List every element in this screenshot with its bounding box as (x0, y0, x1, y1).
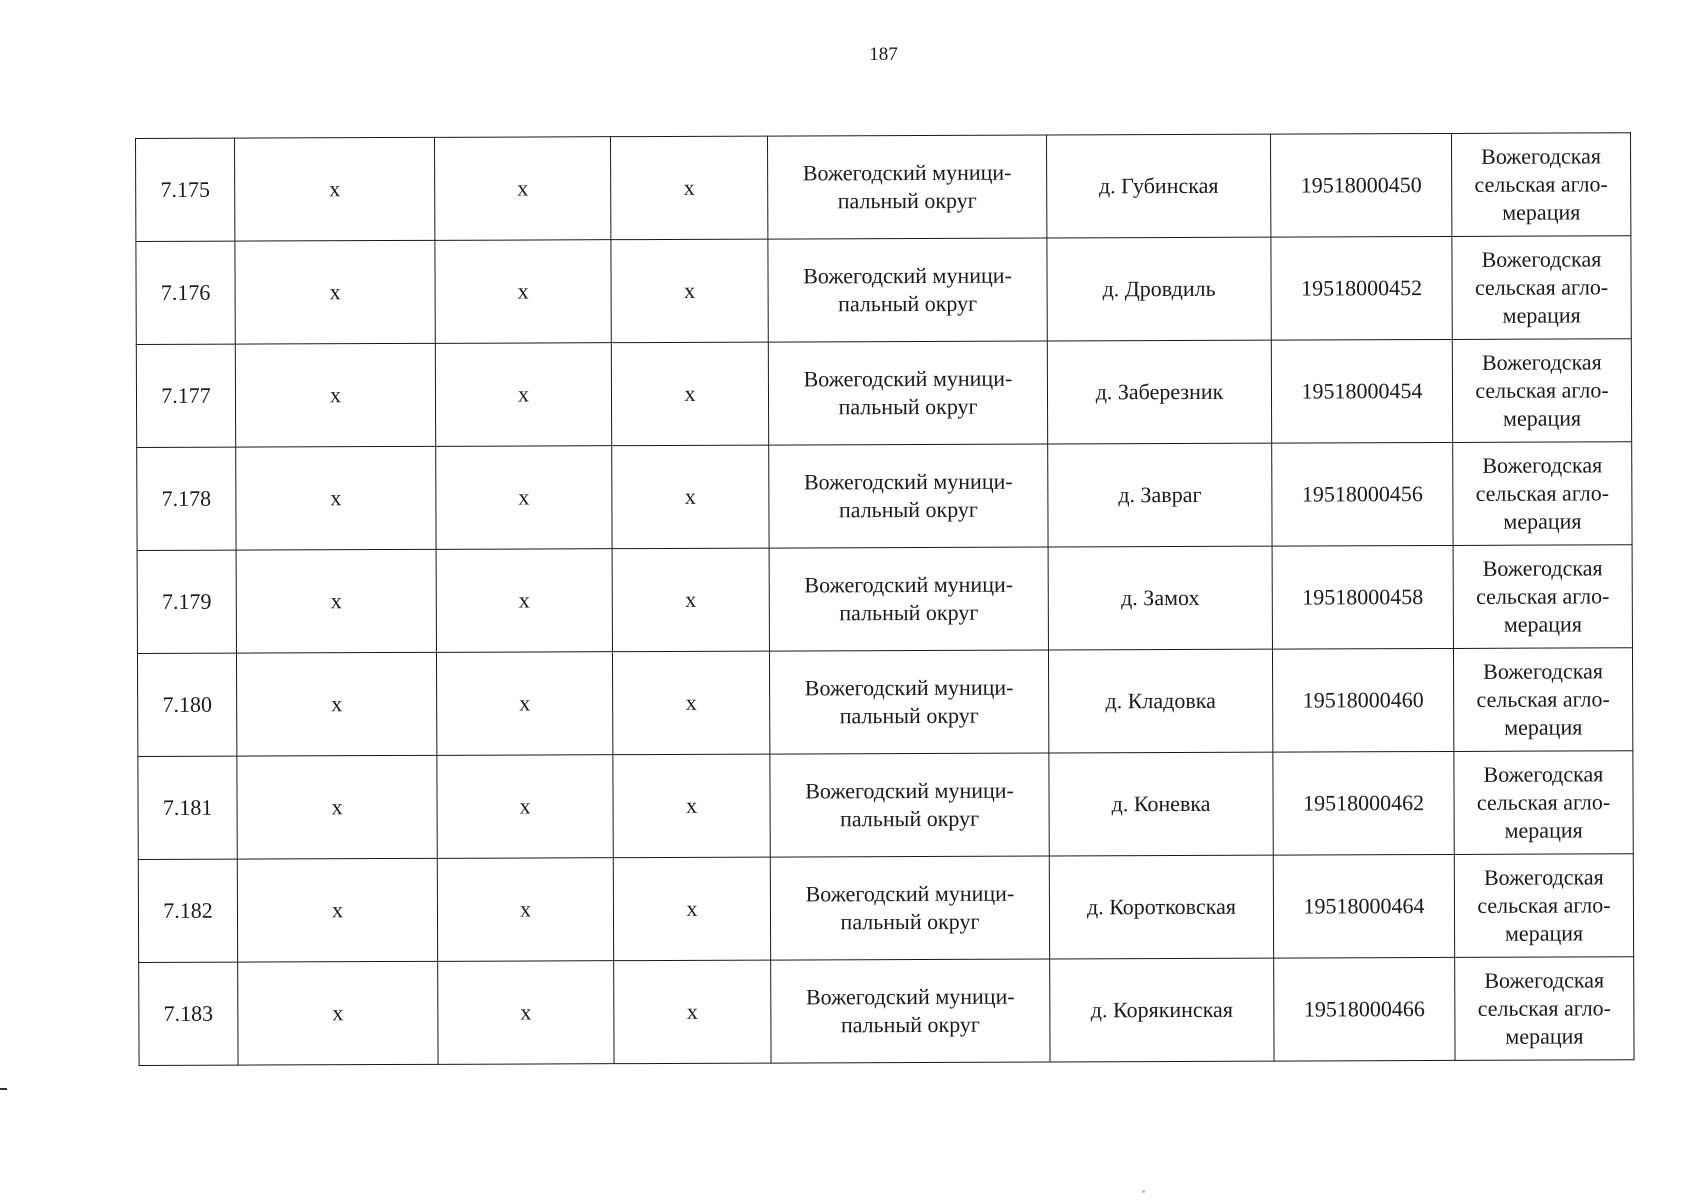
table-container (135, 132, 1635, 1066)
cell-x: x (236, 549, 436, 653)
agglomeration-cell (1453, 545, 1632, 649)
oktmo-code: 19518000466 (1274, 957, 1455, 1061)
row-number: 7.176 (136, 241, 235, 344)
agglomeration-name: Вожегодская сельская агло- мерация (1475, 349, 1609, 431)
agglomeration-name: Вожегодская сельская агло- мерация (1475, 452, 1610, 534)
cell-x: x (612, 651, 769, 755)
row-number: 7.179 (137, 550, 236, 653)
scan-speck (1142, 1190, 1145, 1193)
agglomeration-cell (1453, 442, 1632, 546)
district-cell (769, 547, 1048, 651)
cell-x: x (434, 137, 610, 241)
district-name: Вожегодский муници- пальный округ (805, 880, 1015, 935)
oktmo-code: 19518000454 (1271, 339, 1452, 443)
settlement-name: д. Кладовка (1048, 649, 1272, 753)
agglomeration-name: Вожегодская сельская агло- мерация (1474, 246, 1609, 328)
agglomeration-cell (1453, 648, 1632, 752)
district-name: Вожегодский муници- пальный округ (804, 674, 1014, 729)
oktmo-code: 19518000464 (1273, 854, 1454, 958)
table-row (138, 854, 1633, 963)
agglomeration-name: Вожегодская сельская агло- мерация (1476, 761, 1611, 843)
oktmo-code: 19518000456 (1272, 442, 1453, 546)
table-row (136, 133, 1631, 242)
agglomeration-cell (1455, 957, 1634, 1061)
table-row (137, 545, 1632, 654)
settlements-table (135, 132, 1635, 1066)
table-row (137, 648, 1632, 757)
cell-x: x (610, 136, 767, 240)
settlement-name: д. Дровдиль (1047, 237, 1271, 341)
district-cell (767, 135, 1046, 239)
row-number: 7.181 (138, 756, 237, 859)
table-row (139, 957, 1634, 1066)
table-row (138, 751, 1633, 860)
agglomeration-name: Вожегодская сельская агло- мерация (1474, 143, 1608, 225)
district-cell (768, 238, 1047, 342)
cell-x: x (613, 754, 770, 858)
oktmo-code: 19518000458 (1272, 545, 1453, 649)
district-cell (770, 753, 1049, 857)
table-row (137, 442, 1632, 551)
table-row (136, 236, 1631, 345)
cell-x: x (436, 549, 612, 653)
agglomeration-name: Вожегодская сельская агло- мерация (1476, 555, 1610, 637)
margin-mark (0, 1088, 7, 1090)
district-name: Вожегодский муници- пальный округ (802, 159, 1012, 214)
district-name: Вожегодский муници- пальный округ (803, 262, 1012, 317)
district-name: Вожегодский муници- пальный округ (805, 983, 1015, 1038)
oktmo-code: 19518000452 (1271, 236, 1452, 340)
cell-x: x (238, 961, 438, 1065)
settlement-name: д. Завраг (1048, 443, 1272, 547)
district-name: Вожегодский муници- пальный округ (804, 571, 1014, 626)
cell-x: x (237, 858, 437, 962)
district-name: Вожегодский муници- пальный округ (803, 468, 1013, 523)
settlement-name: д. Замох (1048, 546, 1272, 650)
oktmo-code: 19518000462 (1273, 751, 1454, 855)
settlement-name: д. Коневка (1049, 752, 1273, 856)
district-name: Вожегодский муници- пальный округ (805, 777, 1014, 832)
district-cell (769, 444, 1048, 548)
cell-x: x (236, 652, 436, 756)
agglomeration-name: Вожегодская сельская агло- мерация (1477, 864, 1611, 946)
district-cell (768, 341, 1047, 445)
settlement-name: д. Корякинская (1050, 958, 1274, 1062)
cell-x: x (614, 960, 771, 1064)
oktmo-code: 19518000460 (1272, 648, 1453, 752)
cell-x: x (237, 755, 437, 859)
page-number: 187 (869, 44, 898, 65)
agglomeration-cell (1454, 751, 1633, 855)
cell-x: x (435, 240, 611, 344)
row-number: 7.183 (139, 962, 238, 1065)
cell-x: x (611, 239, 768, 343)
district-cell (769, 650, 1048, 754)
agglomeration-name: Вожегодская сельская агло- мерация (1477, 967, 1612, 1049)
cell-x: x (235, 343, 435, 447)
row-number: 7.178 (137, 447, 236, 550)
agglomeration-cell (1454, 854, 1633, 958)
district-cell (770, 856, 1049, 960)
row-number: 7.177 (136, 344, 235, 447)
cell-x: x (438, 961, 614, 1065)
cell-x: x (436, 652, 612, 756)
agglomeration-name: Вожегодская сельская агло- мерация (1476, 658, 1610, 740)
agglomeration-cell (1451, 133, 1630, 237)
row-number: 7.182 (138, 859, 237, 962)
cell-x: x (235, 240, 435, 344)
settlement-name: д. Заберезник (1047, 340, 1271, 444)
district-name: Вожегодский муници- пальный округ (803, 365, 1013, 420)
settlement-name: д. Губинская (1046, 134, 1270, 238)
cell-x: x (612, 548, 769, 652)
cell-x: x (611, 342, 768, 446)
district-cell (771, 959, 1050, 1063)
cell-x: x (235, 137, 435, 241)
table-row (136, 339, 1631, 448)
cell-x: x (236, 446, 436, 550)
settlement-name: д. Коротковская (1049, 855, 1273, 959)
cell-x: x (437, 755, 613, 859)
agglomeration-cell (1452, 236, 1631, 340)
cell-x: x (437, 858, 613, 962)
cell-x: x (436, 446, 612, 550)
agglomeration-cell (1452, 339, 1631, 443)
oktmo-code: 19518000450 (1270, 133, 1451, 237)
cell-x: x (435, 343, 611, 447)
row-number: 7.175 (136, 138, 235, 241)
row-number: 7.180 (137, 653, 236, 756)
cell-x: x (612, 445, 769, 549)
cell-x: x (613, 857, 770, 961)
